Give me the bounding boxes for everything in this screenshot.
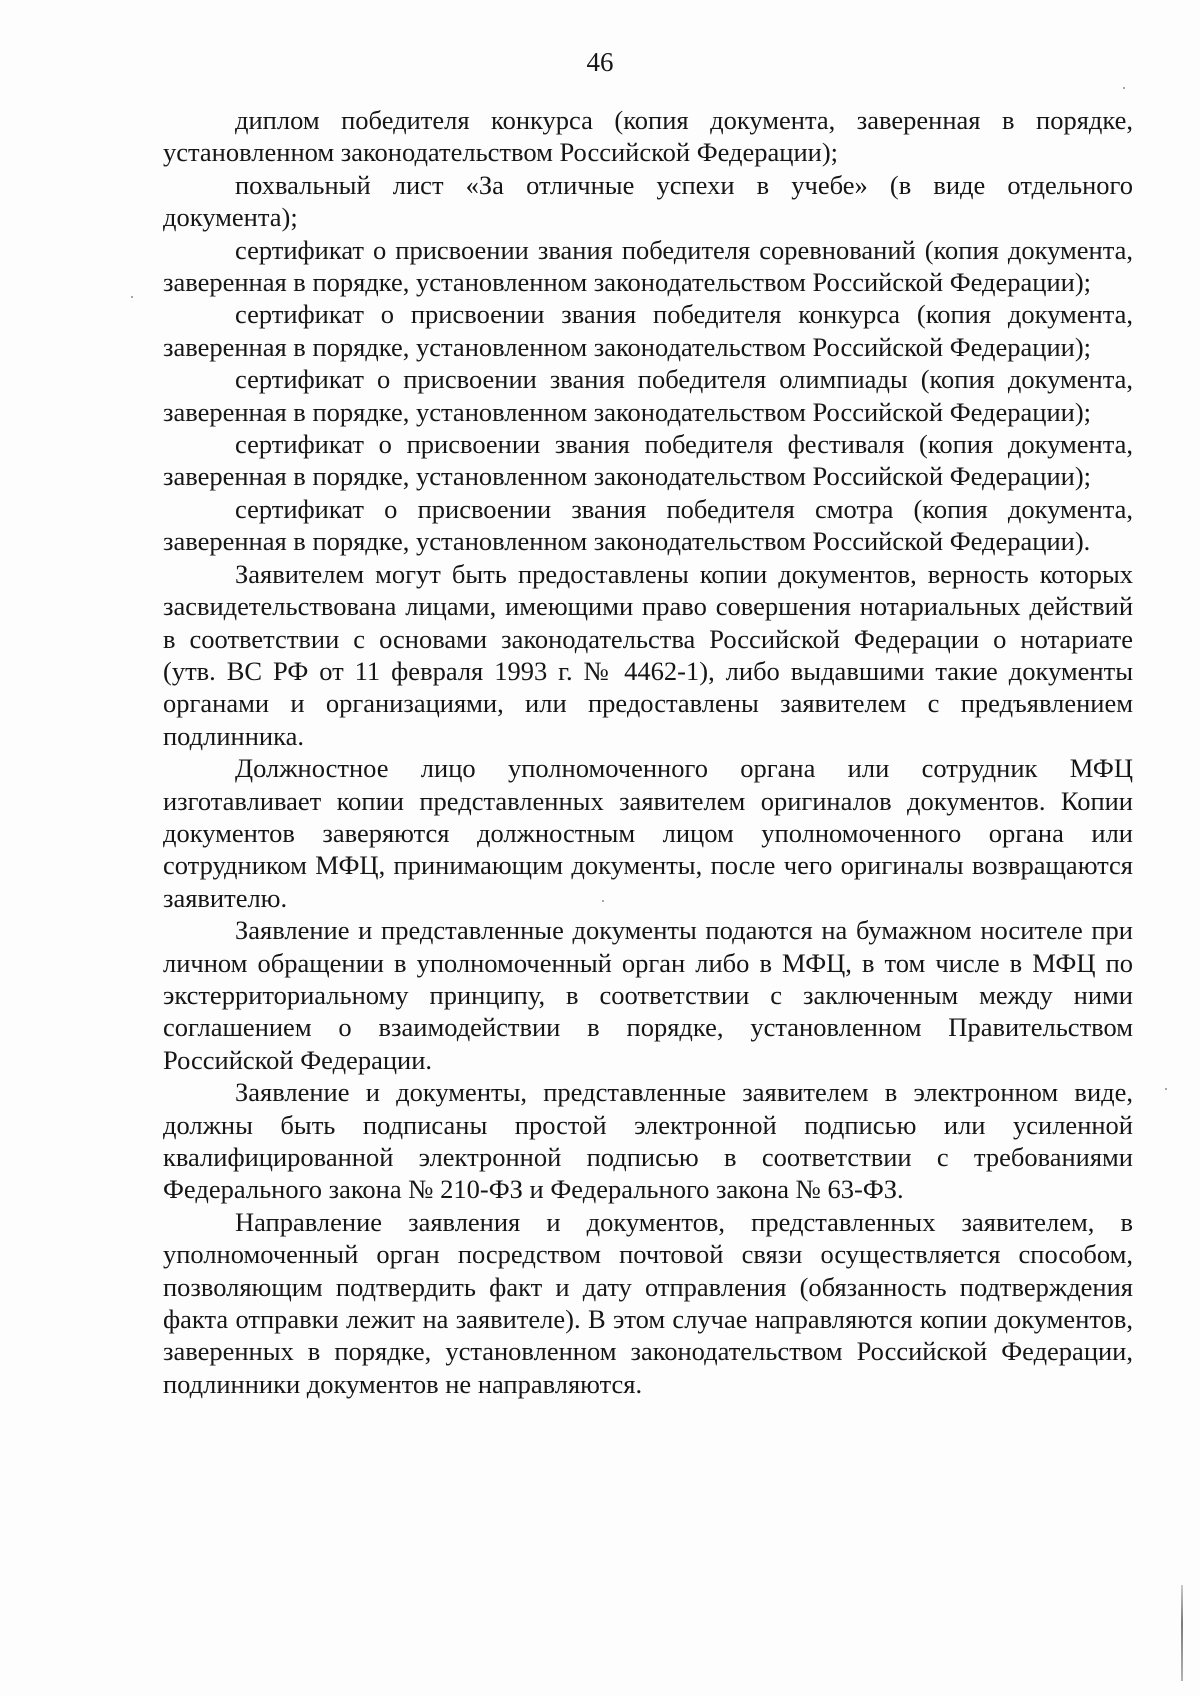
paragraph-postal-submission: Направление заявления и документов, представленных заявителем, в уполномоченный орган посредством почтовой связи осуществляется способом, позволяющим подтвердить факт и дату отправления (обязанность подтверждения факта отправки лежит на заявителе). В этом случае направляются копии документов, заверенных в порядке, установленном законодательством Российской Федерации, подлинники документов не направляются. bbox=[163, 1206, 1133, 1399]
paragraph-certificate-competition: сертификат о присвоении звания победителя соревнований (копия документа, заверенная в порядке, установленном законодательством Российской Федерации); bbox=[163, 234, 1133, 298]
paragraph-paper-submission: Заявление и представленные документы подаются на бумажном носителе при личном обращении в уполномоченный орган либо в МФЦ, в том числе в МФЦ по экстерриториальному принципу, в соответствии с заключенным между ними соглашением о взаимодействии в порядке, установленном Правительством Российской Федерации. bbox=[163, 915, 1133, 1075]
paragraph-diploma: диплом победителя конкурса (копия документа, заверенная в порядке, установленном законодательством Российской Федерации); bbox=[163, 105, 1133, 168]
paragraph-commendation: похвальный лист «За отличные успехи в учебе» (в виде отдельного документа); bbox=[163, 169, 1133, 233]
scan-speck bbox=[602, 900, 604, 902]
scan-speck bbox=[1123, 87, 1125, 89]
paragraph-electronic-signature: Заявление и документы, представленные заявителем в электронном виде, должны быть подписаны простой электронной подписью или усиленной квалифицированной электронной подписью в соответствии с требованиями Федерального закона № 210-ФЗ и Федерального закона № 63-ФЗ. bbox=[163, 1077, 1133, 1205]
paragraph-certificate-festival: сертификат о присвоении звания победителя фестиваля (копия документа, заверенная в порядке, установленном законодательством Российской Федерации); bbox=[163, 429, 1133, 492]
paragraph-copy-certification: Должностное лицо уполномоченного органа или сотрудник МФЦ изготавливает копии представленных заявителем оригиналов документов. Копии документов заверяются должностным лицом уполномоченного органа или сотрудником МФЦ, принимающим документы, после чего оригиналы возвращаются заявителю. bbox=[163, 753, 1133, 913]
page-number: 46 bbox=[586, 47, 614, 77]
paragraph-certificate-olympiad: сертификат о присвоении звания победителя олимпиады (копия документа, заверенная в порядке, установленном законодательством Российской Федерации); bbox=[163, 364, 1133, 427]
scan-speck bbox=[1165, 1088, 1167, 1090]
paragraph-notarized-copies: Заявителем могут быть предоставлены копии документов, верность которых засвидетельствована лицами, имеющими право совершения нотариальных действий в соответствии с основами законодательства Российской Федерации о нотариате (утв. ВС РФ от 11 февраля 1993 г. № 4462-1), либо выдавшими такие документы органами и организациями, или предоставлены заявителем с предъявлением подлинника. bbox=[163, 558, 1133, 751]
document-body bbox=[163, 104, 1133, 1400]
scan-speck bbox=[131, 296, 133, 298]
paragraph-certificate-contest: сертификат о присвоении звания победителя конкурса (копия документа, заверенная в порядке, установленном законодательством Российской Федерации); bbox=[163, 299, 1133, 362]
scan-edge-mark bbox=[1181, 1585, 1183, 1681]
paragraph-certificate-review: сертификат о присвоении звания победителя смотра (копия документа, заверенная в порядке, установленном законодательством Российской Федерации). bbox=[163, 493, 1133, 557]
